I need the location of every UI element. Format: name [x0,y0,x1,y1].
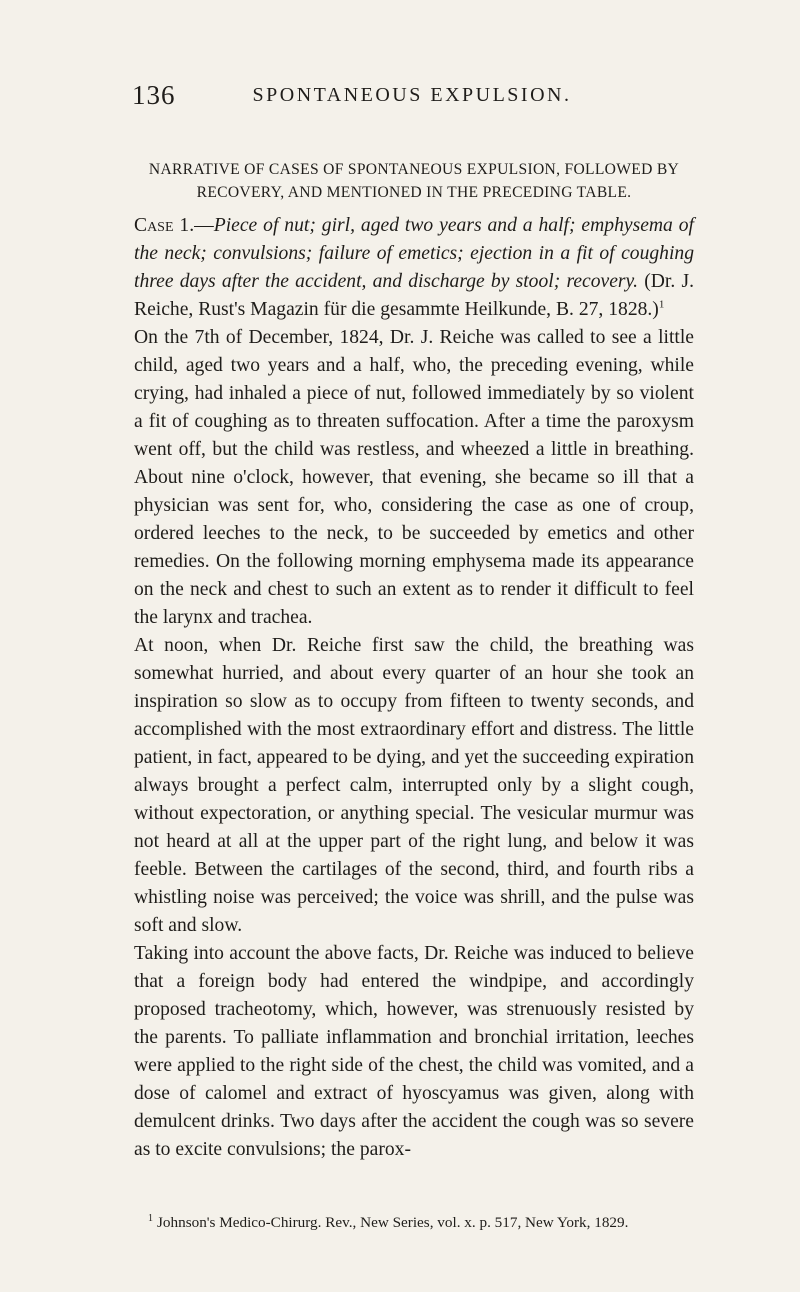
running-title: SPONTANEOUS EXPULSION. [252,84,572,106]
paragraph-1: On the 7th of December, 1824, Dr. J. Reiche was called to see a little child, aged two years and a half, who, the preceding evening, while crying, had inhaled a piece of nut, followed immediately by so violent a fit of coughing as to threaten suffocation. After a time the paroxysm went off, but the child was restless, and wheezed a little in breathing. About nine o'clock, however, that evening, she became so ill that a physician was sent for, who, considering the case as one of croup, ordered leeches to the neck, to be succeeded by emetics and other remedies. On the following morning emphysema made its appearance on the neck and chest to such an extent as to render it difficult to feel the larynx and trachea. [134,327,694,628]
running-head [132,80,692,110]
footnote [148,1209,708,1233]
case-lead: Case 1. [134,215,195,236]
case-dash: — [194,215,214,236]
paragraph-3: Taking into account the above facts, Dr. Reiche was induced to believe that a foreign body had entered the windpipe, and accordingly proposed tracheotomy, which, however, was strenuously resisted by the parents. To palliate inflammation and bronchial irritation, leeches were applied to the right side of the chest, the child was vomited, and a dose of calomel and extract of hyoscyamus was given, along with demulcent drinks. Two days after the accident the cough was so severe as to excite convulsions; the parox- [134,943,694,1160]
section-heading-line-2: RECOVERY, AND MENTIONED IN THE PRECEDING TABLE. [196,184,632,201]
section-heading [134,158,694,204]
page-content [134,158,694,1164]
footnote-text: Johnson's Medico-Chirurg. Rev., New Series, vol. x. p. 517, New York, 1829. [157,1214,629,1232]
section-heading-line-1: NARRATIVE OF CASES OF SPONTANEOUS EXPULSION, FOLLOWED BY [148,161,680,178]
footnote-mark: 1 [148,1213,153,1224]
footnote-reference: 1 [658,298,665,311]
paragraph-2: At noon, when Dr. Reiche first saw the child, the breathing was somewhat hurried, and about every quarter of an hour she took an inspiration so slow as to occupy from fifteen to twenty seconds, and accomplished with the most extraordinary effort and distress. The little patient, in fact, appeared to be dying, and yet the succeeding expiration always brought a perfect calm, interrupted only by a slight cough, without expectoration, or anything special. The vesicular murmur was not heard at all at the upper part of the right lung, and below it was feeble. Between the cartilages of the second, third, and fourth ribs a whistling noise was perceived; the voice was shrill, and the pulse was soft and slow. [134,635,694,936]
case-summary: Piece of nut; girl, aged two years and a half; emphysema of the neck; convulsions; failure of emetics; ejection in a fit of coughing three days after the accident, and discharge by stool; recovery. [134,215,694,292]
case-heading [134,212,694,324]
page-number: 136 [132,80,176,110]
case-source: (Dr. J. Reiche, Rust's Magazin für die gesammte Heilkunde, B. 27, 1828.) [134,271,694,320]
